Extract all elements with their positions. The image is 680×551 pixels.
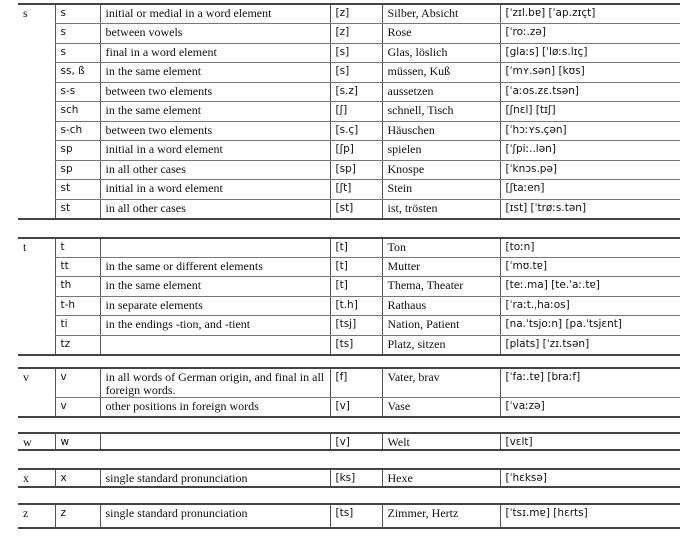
sound-cell: [z] — [330, 4, 382, 24]
section-table-t — [18, 237, 680, 356]
spelling-cell: st — [55, 199, 100, 219]
spelling-cell: tz — [55, 335, 100, 355]
context-cell: in the endings -tion, and -tient — [100, 316, 330, 336]
sound-cell: [s.ç] — [330, 121, 382, 141]
transcription-cell: [ˈvaːzə] — [500, 398, 680, 417]
context-cell — [100, 238, 330, 258]
example-words-cell: Häuschen — [382, 121, 500, 141]
section-letter: w — [23, 434, 32, 449]
context-cell: in the same element — [100, 277, 330, 297]
sound-cell: [tsj] — [330, 316, 382, 336]
example-words-cell: müssen, Kuß — [382, 63, 500, 83]
spelling-cell: sp — [55, 160, 100, 180]
transcription-cell: [ˈknɔs.pə] — [500, 160, 680, 180]
example-words-cell: Knospe — [382, 160, 500, 180]
transcription-cell: [ɪst] [ˈtrøːs.tən] — [500, 199, 680, 219]
context-cell: in the same element — [100, 63, 330, 83]
context-cell: in the same or different elements — [100, 257, 330, 277]
transcription-cell: [ʃtaːen] — [500, 180, 680, 200]
example-words-cell: Silber, Absicht — [382, 4, 500, 24]
context-cell: in separate elements — [100, 296, 330, 316]
transcription-cell: [ˈzɪl.bɐ] [ˈap.zɪçt] — [500, 4, 680, 24]
section-table-w — [18, 432, 680, 451]
transcription-cell: [ˈhɔːʏs.çən] — [500, 121, 680, 141]
spelling-cell: s — [55, 43, 100, 63]
section-letter: x — [23, 470, 29, 485]
table-row — [18, 277, 680, 297]
table-row — [18, 398, 680, 417]
pronunciation-document — [18, 3, 680, 529]
transcription-cell: [ˈaːos.zɛ.tsən] — [500, 82, 680, 102]
table-row — [18, 433, 680, 450]
sound-cell: [t] — [330, 257, 382, 277]
section-table-x — [18, 468, 680, 488]
example-words-cell: Stein — [382, 180, 500, 200]
transcription-cell: [ˈmʏ.sən] [kʊs] — [500, 63, 680, 83]
context-cell: initial in a word element — [100, 141, 330, 161]
sound-cell: [ts] — [330, 504, 382, 528]
transcription-cell: [ˈmʊ.tɐ] — [500, 257, 680, 277]
sound-cell: [ʃt] — [330, 180, 382, 200]
example-words-cell: Vase — [382, 398, 500, 417]
spelling-cell: s-s — [55, 82, 100, 102]
transcription-cell: [ˈtsɪ.mɐ] [hɛrts] — [500, 504, 680, 528]
transcription-cell: [plats] [ˈzɪ.tsən] — [500, 335, 680, 355]
transcription-cell: [ˈhɛksə] — [500, 469, 680, 487]
spelling-cell: th — [55, 277, 100, 297]
table-row — [18, 199, 680, 219]
context-cell: in the same element — [100, 102, 330, 122]
table-row — [18, 368, 680, 398]
transcription-cell: [teː.ma] [te.ˈaː.tɐ] — [500, 277, 680, 297]
transcription-cell: [ˈfaː.tɐ] [braːf] — [500, 368, 680, 398]
spelling-cell: t-h — [55, 296, 100, 316]
context-cell — [100, 433, 330, 450]
sound-cell: [z] — [330, 24, 382, 44]
sound-cell: [st] — [330, 199, 382, 219]
context-cell — [100, 335, 330, 355]
table-row — [18, 102, 680, 122]
transcription-cell: [vɛlt] — [500, 433, 680, 450]
table-row — [18, 43, 680, 63]
sound-cell: [ʃ] — [330, 102, 382, 122]
spelling-cell: z — [55, 504, 100, 528]
context-cell: final in a word element — [100, 43, 330, 63]
table-row — [18, 121, 680, 141]
context-cell: between two elements — [100, 121, 330, 141]
table-row — [18, 180, 680, 200]
transcription-cell: [ˈraːt.ˌhaːos] — [500, 296, 680, 316]
sound-cell: [ks] — [330, 469, 382, 487]
sound-cell: [t] — [330, 238, 382, 258]
spelling-cell: v — [55, 368, 100, 398]
transcription-cell: [ˈroː.zə] — [500, 24, 680, 44]
section-table-z — [18, 503, 680, 529]
table-row — [18, 24, 680, 44]
sound-cell: [t.h] — [330, 296, 382, 316]
example-words-cell: Zimmer, Hertz — [382, 504, 500, 528]
example-words-cell: Nation, Patient — [382, 316, 500, 336]
context-cell: other positions in foreign words — [100, 398, 330, 417]
example-words-cell: Platz, sitzen — [382, 335, 500, 355]
context-cell: between vowels — [100, 24, 330, 44]
sound-cell: [ʃp] — [330, 141, 382, 161]
table-row — [18, 238, 680, 258]
context-cell: single standard pronunciation — [100, 469, 330, 487]
table-row — [18, 469, 680, 487]
table-row — [18, 335, 680, 355]
transcription-cell: [ˈʃpiː..lən] — [500, 141, 680, 161]
spelling-cell: sch — [55, 102, 100, 122]
transcription-cell: [na.ˈtsjoːn] [pa.ˈtsjɛnt] — [500, 316, 680, 336]
context-cell: single standard pronunciation — [100, 504, 330, 528]
table-row — [18, 296, 680, 316]
example-words-cell: spielen — [382, 141, 500, 161]
context-cell: in all words of German origin, and final in all foreign words. — [100, 368, 330, 398]
sound-cell: [t] — [330, 277, 382, 297]
table-row — [18, 4, 680, 24]
section-letter: z — [23, 505, 29, 520]
spelling-cell: s — [55, 4, 100, 24]
example-words-cell: aussetzen — [382, 82, 500, 102]
spelling-cell: tt — [55, 257, 100, 277]
spelling-cell: v — [55, 398, 100, 417]
table-row — [18, 257, 680, 277]
example-words-cell: ist, trösten — [382, 199, 500, 219]
transcription-cell: [toːn] — [500, 238, 680, 258]
sound-cell: [v] — [330, 398, 382, 417]
example-words-cell: Glas, löslich — [382, 43, 500, 63]
section-letter: s — [23, 6, 28, 20]
spelling-cell: t — [55, 238, 100, 258]
table-row — [18, 316, 680, 336]
section-letter: t — [23, 239, 27, 254]
context-cell: in all other cases — [100, 199, 330, 219]
context-cell: in all other cases — [100, 160, 330, 180]
example-words-cell: Ton — [382, 238, 500, 258]
sound-cell: [v] — [330, 433, 382, 450]
context-cell: between two elements — [100, 82, 330, 102]
example-words-cell: Vater, brav — [382, 368, 500, 398]
sound-cell: [s] — [330, 63, 382, 83]
sound-cell: [s.z] — [330, 82, 382, 102]
sound-cell: [f] — [330, 368, 382, 398]
spelling-cell: s — [55, 24, 100, 44]
context-cell: initial or medial in a word element — [100, 4, 330, 24]
sound-cell: [s] — [330, 43, 382, 63]
table-row — [18, 63, 680, 83]
table-row — [18, 160, 680, 180]
table-row — [18, 82, 680, 102]
sound-cell: [ts] — [330, 335, 382, 355]
example-words-cell: Thema, Theater — [382, 277, 500, 297]
transcription-cell: [glaːs] [ˈløːs.lɪç] — [500, 43, 680, 63]
section-table-v — [18, 367, 680, 418]
section-table-s — [18, 3, 680, 220]
spelling-cell: st — [55, 180, 100, 200]
section-letter: v — [23, 369, 29, 384]
example-words-cell: Rose — [382, 24, 500, 44]
example-words-cell: Mutter — [382, 257, 500, 277]
spelling-cell: ti — [55, 316, 100, 336]
table-row — [18, 141, 680, 161]
transcription-cell: [ʃnɛl] [tɪʃ] — [500, 102, 680, 122]
sound-cell: [sp] — [330, 160, 382, 180]
spelling-cell: w — [55, 433, 100, 450]
spelling-cell: sp — [55, 141, 100, 161]
spelling-cell: x — [55, 469, 100, 487]
context-cell: initial in a word element — [100, 180, 330, 200]
spelling-cell: ss, ß — [55, 63, 100, 83]
example-words-cell: Hexe — [382, 469, 500, 487]
table-row — [18, 504, 680, 528]
spelling-cell: s-ch — [55, 121, 100, 141]
example-words-cell: Rathaus — [382, 296, 500, 316]
example-words-cell: schnell, Tisch — [382, 102, 500, 122]
example-words-cell: Welt — [382, 433, 500, 450]
